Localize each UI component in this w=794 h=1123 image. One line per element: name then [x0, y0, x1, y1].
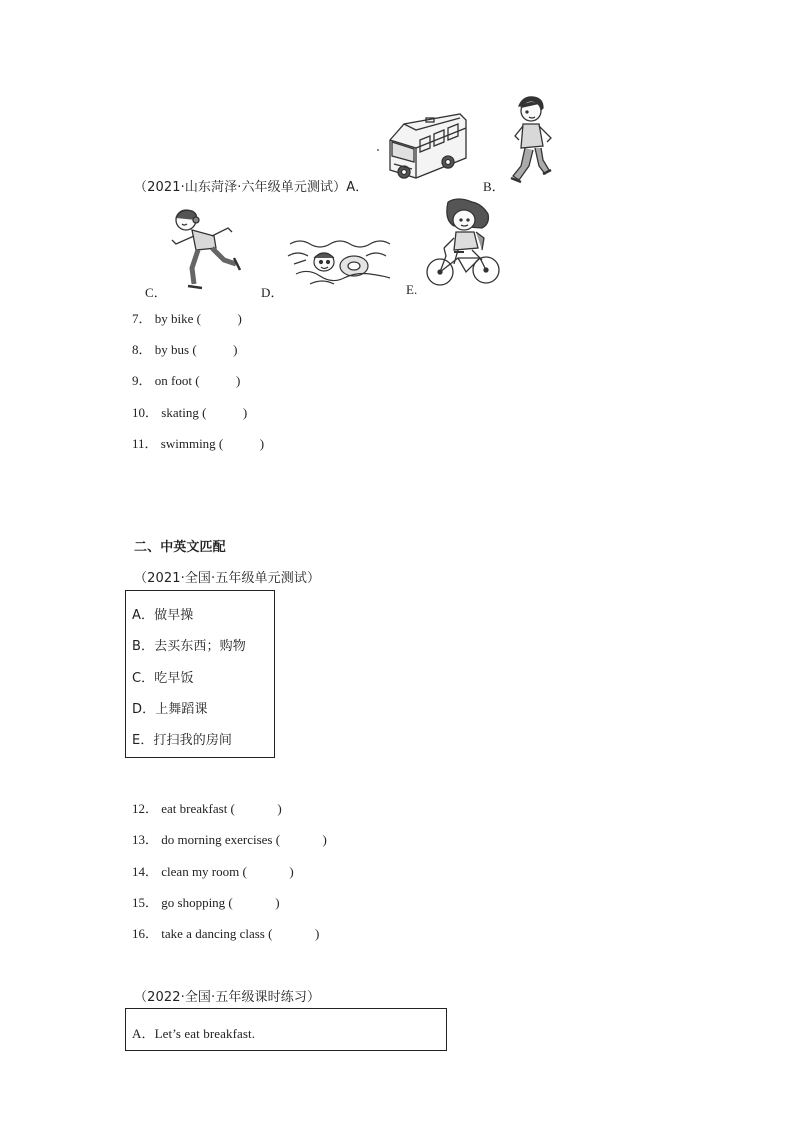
- closing-paren: ): [237, 311, 242, 326]
- option-b: B．去买东西；购物: [132, 639, 246, 654]
- skating-girl-picture: [168, 206, 244, 292]
- section-heading: 二、中英文匹配: [134, 540, 226, 555]
- question-10: [132, 402, 247, 421]
- question-text: swimming (: [160, 436, 224, 451]
- closing-paren: ): [275, 895, 280, 910]
- question-number: 15．: [132, 895, 159, 910]
- question-number: 16．: [132, 926, 159, 941]
- closing-paren: ): [242, 405, 248, 420]
- question-9: [132, 370, 240, 389]
- option-e: E．打扫我的房间: [132, 733, 233, 748]
- closing-paren: ): [259, 436, 265, 451]
- question-12: [132, 798, 282, 817]
- question-text: eat breakfast (: [161, 801, 235, 816]
- source-note-2: （2021·全国·五年级单元测试）: [134, 571, 321, 586]
- question-16: [132, 923, 319, 942]
- cycling-girl-picture: [424, 198, 504, 292]
- question-15: [132, 892, 280, 911]
- option-c: C．吃早饭: [132, 671, 194, 686]
- walking-boy-picture: [505, 94, 561, 188]
- question-number: 12．: [132, 801, 159, 816]
- question-11: [132, 433, 264, 452]
- swimmer-picture: [286, 234, 394, 290]
- question-7: [132, 308, 242, 327]
- question-14: [132, 861, 294, 880]
- question-8: [132, 339, 238, 358]
- question-number: 9．: [132, 373, 152, 388]
- question-number: 7．: [132, 311, 152, 326]
- question-text: skating (: [161, 405, 207, 420]
- question-number: 10．: [132, 405, 159, 420]
- question-13: [132, 829, 327, 848]
- source-note-3: （2022·全国·五年级课时练习）: [134, 990, 321, 1005]
- question-text: by bus (: [154, 342, 197, 357]
- label-d: D．: [261, 285, 284, 300]
- question-number: 11．: [132, 436, 158, 451]
- closing-paren: ): [289, 864, 294, 879]
- option-a-english: A．Let’s eat breakfast.: [132, 1026, 256, 1041]
- label-c: C．: [145, 285, 167, 300]
- bus-picture: [376, 110, 468, 185]
- label-b: B．: [483, 179, 505, 194]
- question-number: 8．: [132, 342, 152, 357]
- closing-paren: ): [322, 832, 327, 847]
- option-d: D．上舞蹈课: [132, 702, 208, 717]
- question-text: do morning exercises (: [161, 832, 281, 847]
- option-a: A．做早操: [132, 608, 194, 623]
- question-text: by bike (: [154, 311, 201, 326]
- closing-paren: ): [277, 801, 282, 816]
- label-e: E.: [406, 282, 418, 297]
- closing-paren: ): [236, 373, 241, 388]
- closing-paren: ): [233, 342, 238, 357]
- question-text: take a dancing class (: [161, 926, 273, 941]
- question-text: go shopping (: [161, 895, 233, 910]
- question-text: on foot (: [154, 373, 200, 388]
- source-note-1: （2021·山东菏泽·六年级单元测试）A．: [134, 180, 369, 195]
- question-number: 14．: [132, 864, 159, 879]
- closing-paren: ): [314, 926, 320, 941]
- question-number: 13．: [132, 832, 159, 847]
- question-text: clean my room (: [161, 864, 247, 879]
